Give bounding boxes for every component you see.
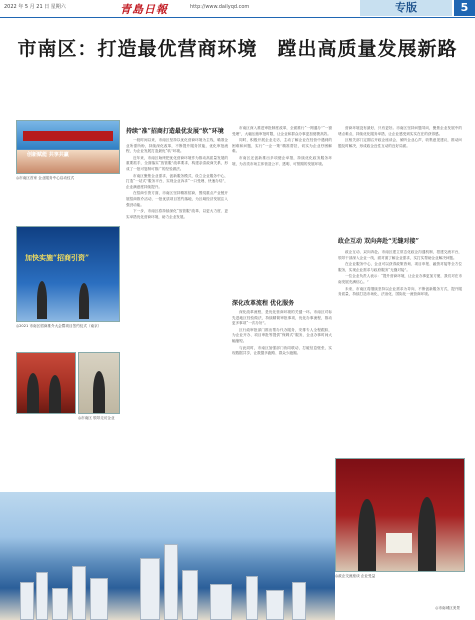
header-divider — [0, 17, 475, 18]
photo-business-exchange — [335, 458, 465, 572]
caption-photo1: ◎市南区首家 企业服务中心启动仪式 — [16, 176, 75, 180]
conference-banner: 加快实施“招商引资” — [25, 253, 90, 262]
article-column-3b: 政企互动、双向奔赴。市南区建立常态化政企沟通机制，搭建交流平台，领导干部深入企业一线，面对面了解企业需求，实打实帮助企业解决问题。 在企业服务中心，企业可以获得政策咨询、项目申报、融资对接等全方位服务，实现企业需求与政府服务“无缝对接”。 一位企业负责人表示：“提升营商环境，让企业办事更加方便，我们对在市南发展充满信心。” 未来，市南区将继续坚持以企业需求为导向，不断创新服务方式，提升服务质量，持续打造市场化、法治化、国际化一流营商环境。 — [338, 250, 462, 297]
building — [140, 558, 160, 620]
person-figure — [358, 499, 376, 571]
stage-slogan: 创新赋能 共享共赢 — [27, 152, 69, 158]
building — [210, 584, 232, 620]
section-label: 专版 — [360, 0, 452, 16]
person-figure — [27, 373, 39, 413]
page-headline: 市南区：打造最优营商环境 蹚出高质量发展新路 — [17, 38, 458, 60]
issue-date: 2022 年 5 月 21 日 星期六 — [4, 4, 66, 10]
caption-photo6: ◎市南城区美景 — [435, 606, 460, 610]
caption-photo3: ◎市南区 领导走访企业 — [78, 416, 115, 420]
speaker-figure — [37, 281, 47, 319]
building — [246, 576, 258, 620]
photo-enterprise-visit-2 — [78, 352, 120, 414]
speaker-figure — [79, 283, 89, 319]
stage-banner — [23, 131, 113, 141]
person-figure — [418, 497, 436, 571]
building — [182, 570, 198, 620]
article-column-2b: 深化改革流程，是优化营商环境的关键一环。市南区对标先进地区经验做法，持续精简审批事项，优化办事流程，推动更多事项“一次办好”。 区行政审批部门推出帮办代办服务，安排专人全程跟踪，为企业开办、项目审批等提供“保姆式”服务，企业办事时间大幅缩短。 与此同时，市南区加强部门协同联动，打破信息壁垒，实现数据共享，让数据多跑路、群众少跑腿。 — [232, 310, 332, 356]
building — [266, 590, 284, 620]
building — [292, 582, 306, 620]
building — [164, 544, 178, 620]
article-column-2a: 市南区深入推进审批制度改革，全面推行“一网通办”“一窗受理”，大幅压缩审批时限，让企业和群众办事更加便捷高效。 同时，积极开展企业走访，主动了解企业在经营中遇到的困难和问题，实行“一企一策”精准帮扶，切实为企业纾困解难。 市南区还创新推出多项便企举措，持续优化政务服务环境，为各类市场主体营造公平、透明、可预期的发展环境。 — [232, 126, 332, 166]
person-figure — [93, 371, 105, 413]
award-certificate — [386, 533, 412, 553]
article-column-1: 一段时间以来，市南区坚持以优化营商环境为主线，瞄准企业所需所盼，持续深化改革，不断提升服务效能，优化审批流程，为企业发展打造最优“软”环境。 近年来，市南区始终把优化营商环境作为推动高质量发展的重要抓手，全面落实“放管服”改革要求，构建亲清政商关系，形成了一批可复制可推广的经验做法。 市南区聚焦企业需求，创新服务模式，设立企业服务中心，打造“一站式”服务平台，实现企业诉求“一口受理、快速办结”，企业满意度持续提升。 在招商引资方面，市南区坚持精准招商，围绕重点产业链开展招商推介活动，一批优质项目签约落地，为区域经济发展注入强劲动能。 下一步，市南区将持续深化“放管服”改革，以更大力度、更实举措优化营商环境，助力企业发展。 — [126, 138, 228, 219]
page-number: 5 — [454, 0, 475, 16]
subhead-2: 深化改革流程 优化服务 — [232, 300, 295, 307]
article-column-3a: 营商环境没有最好，只有更好。市南区坚持问题导向，聚焦企业发展中的堵点难点，持续优化服务举措，让企业感受到实实在在的获得感。 区相关部门定期召开政企座谈会，倾听企业心声，收集意见建议，推动问题及时解决，形成政企良性互动的良好局面。 — [338, 126, 462, 148]
building — [72, 566, 86, 620]
masthead-logo: 青島日報 — [120, 3, 168, 16]
caption-photo5: ◎政企交流座谈 企业受益 — [335, 574, 376, 578]
building — [52, 588, 68, 620]
page-header — [0, 0, 475, 16]
photo-investment-conference — [16, 226, 120, 322]
person-figure — [49, 375, 61, 413]
building — [20, 582, 34, 620]
building — [36, 572, 48, 620]
building — [90, 578, 108, 620]
subhead-3: 政企互动 双向奔赴“无缝对接” — [338, 238, 419, 245]
subhead-1: 持续“准”招商打造最优发展“软”环境 — [126, 128, 224, 135]
photo-launch-ceremony — [16, 120, 120, 174]
caption-photo2: ◎2021 市南区招商推介大会暨项目签约仪式（南京） — [16, 324, 102, 328]
photo-city-skyline — [0, 492, 335, 620]
website-url[interactable]: http://www.dailyqd.com — [190, 4, 250, 10]
photo-enterprise-visit-1 — [16, 352, 76, 414]
